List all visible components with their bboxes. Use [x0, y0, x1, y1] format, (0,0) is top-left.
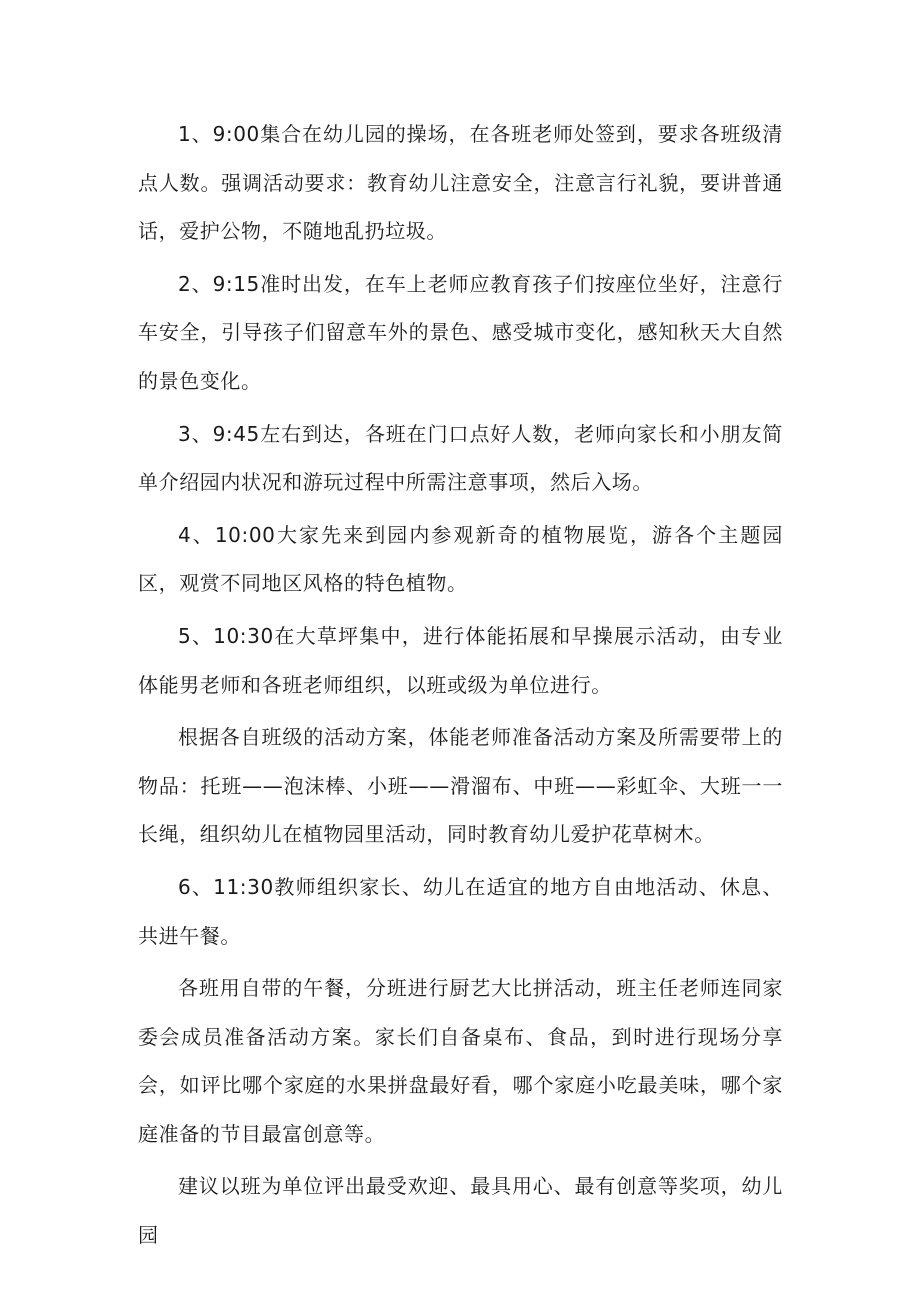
paragraph-6: 根据各自班级的活动方案，体能老师准备活动方案及所需要带上的物品：托班——泡沫棒、小班——滑溜布、中班——彩虹伞、大班一一长绳，组织幼儿在植物园里活动，同时教育幼儿爱护花草树木。 — [138, 725, 783, 847]
paragraph-5: 5、10:30在大草坪集中，进行体能拓展和早操展示活动，由专业体能男老师和各班老师组织，以班或级为单位进行。 — [138, 623, 783, 697]
paragraph-2: 2、9:15准时出发，在车上老师应教育孩子们按座位坐好，注意行车安全，引导孩子们留意车外的景色、感受城市变化，感知秋天大自然的景色变化。 — [138, 271, 783, 393]
paragraph-7: 6、11:30教师组织家长、幼儿在适宜的地方自由地活动、休息、共进午餐。 — [138, 874, 783, 948]
paragraph-8: 各班用自带的午餐，分班进行厨艺大比拼活动，班主任老师连同家委会成员准备活动方案。家长们自备桌布、食品，到时进行现场分享会，如评比哪个家庭的水果拼盘最好看，哪个家庭小吃最美味，哪个家庭准备的节目最富创意等。 — [138, 976, 783, 1146]
paragraph-3: 3、9:45左右到达，各班在门口点好人数，老师向家长和小朋友简单介绍园内状况和游玩过程中所需注意事项，然后入场。 — [138, 421, 783, 495]
paragraph-4: 4、10:00大家先来到园内参观新奇的植物展览，游各个主题园区，观赏不同地区风格的特色植物。 — [138, 522, 783, 596]
document-page — [138, 110, 783, 1264]
paragraph-9: 建议以班为单位评出最受欢迎、最具用心、最有创意等奖项，幼儿园 — [138, 1174, 783, 1248]
paragraph-1: 1、9:00集合在幼儿园的操场，在各班老师处签到，要求各班级清点人数。强调活动要求：教育幼儿注意安全，注意言行礼貌，要讲普通话，爱护公物，不随地乱扔垃圾。 — [138, 122, 783, 244]
